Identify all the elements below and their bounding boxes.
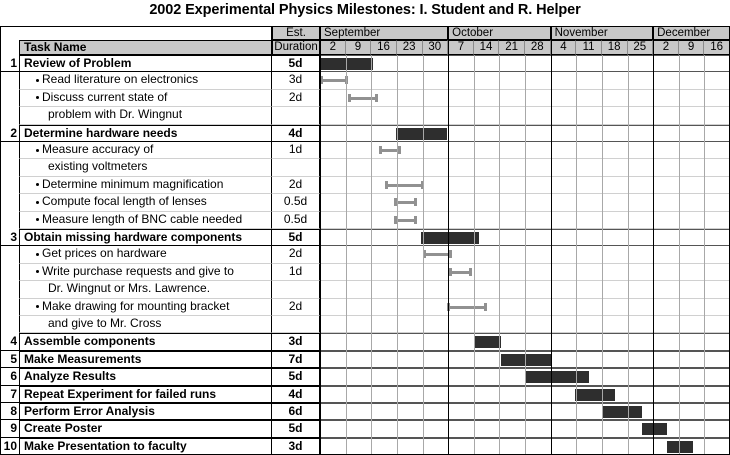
task-name-label: problem with Dr. Wingnut [48,107,183,122]
table-row[interactable] [19,316,730,333]
week-tick-label: 7 [448,40,474,55]
duration-cell: 2d [272,246,320,263]
row-number [0,246,19,263]
timeline-cell [320,386,730,403]
task-name-label: Repeat Experiment for failed runs [24,386,217,401]
duration-cell: 5d [272,55,320,72]
row-number [0,90,19,107]
task-bar[interactable] [385,181,423,189]
week-tick-label: 21 [499,40,525,55]
task-bar-stem [423,253,452,256]
gantt-body [3,55,730,455]
table-row[interactable] [10,55,730,72]
summary-bar[interactable] [321,58,372,70]
summary-bar[interactable] [526,371,589,383]
task-bar-start-cap [320,76,323,84]
task-name-cell[interactable] [19,212,272,229]
row-number [0,142,19,159]
task-name-cell[interactable] [19,229,272,246]
task-name-label: Obtain missing hardware components [24,230,243,244]
task-name-cell[interactable] [19,420,272,437]
week-tick-label: 2 [320,40,346,55]
duration-cell: 2d [272,90,320,107]
bullet-icon [36,305,39,308]
duration-cell: 0.5d [272,194,320,211]
timeline-month-header [19,26,730,40]
task-bar[interactable] [447,303,487,311]
row-number [0,316,19,333]
task-name-label: Measure length of BNC cable needed [42,211,243,226]
table-row[interactable] [10,125,730,142]
task-bar[interactable] [379,146,401,154]
table-row[interactable] [19,212,730,229]
task-bar[interactable] [449,268,472,276]
bullet-icon [36,218,39,221]
task-name-cell[interactable] [19,72,272,89]
week-tick-label: 23 [397,40,423,55]
timeline-cell [320,420,730,437]
column-header-task-name: Task Name [19,40,272,55]
task-name-cell[interactable] [19,316,272,333]
row-number: 1 [0,55,19,72]
task-name-cell[interactable] [19,438,272,455]
column-header-duration: Duration [272,40,320,55]
row-number: 5 [0,351,19,368]
task-bar-stem [348,97,377,100]
duration-cell: 5d [272,368,320,385]
gantt-chart [3,26,730,455]
task-name-label: Analyze Results [24,369,117,384]
week-tick-label: 4 [551,40,577,55]
task-name-cell[interactable] [19,386,272,403]
row-number: 4 [0,333,19,350]
task-bar[interactable] [423,250,452,258]
task-name-label: Write purchase requests and give to [42,263,234,278]
task-bar[interactable] [394,198,417,206]
task-name-label: Get prices on hardware [42,246,167,261]
row-number: 8 [0,403,19,420]
duration-cell: 4d [272,125,320,142]
task-bar-end-cap [469,268,472,276]
task-name-cell[interactable] [19,281,272,298]
duration-cell: 2d [272,299,320,316]
table-row[interactable] [10,333,730,350]
duration-cell: 5d [272,229,320,246]
duration-cell [272,281,320,298]
task-name-label: Make Measurements [24,351,142,366]
task-bar-start-cap [385,181,388,189]
table-row[interactable] [19,194,730,211]
timeline-cell [320,194,730,211]
task-name-label: Read literature on electronics [42,72,199,87]
duration-cell: 0.5d [272,212,320,229]
month-header-october: October [448,26,551,40]
timeline-cell [320,125,730,142]
timeline-cell [320,212,730,229]
summary-bar[interactable] [396,128,447,140]
task-name-label: Make Presentation to faculty [24,438,187,453]
task-bar-stem [385,184,423,187]
row-number [0,299,19,316]
table-row[interactable] [10,351,730,368]
table-row[interactable] [19,142,730,159]
task-bar-end-cap [414,216,417,224]
task-bar-start-cap [348,94,351,102]
timeline-cell [320,281,730,298]
task-bar-end-cap [484,303,487,311]
task-name-cell[interactable] [19,194,272,211]
timeline-cell [320,438,730,455]
duration-cell [272,316,320,333]
task-name-cell[interactable] [19,299,272,316]
timeline-cell [320,264,730,281]
task-name-cell[interactable] [19,351,272,368]
duration-cell: 2d [272,177,320,194]
task-name-label: Make drawing for mounting bracket [42,298,230,313]
task-bar-end-cap [414,198,417,206]
duration-cell: 6d [272,403,320,420]
duration-cell: 1d [272,142,320,159]
timeline-cell [320,107,730,124]
table-row[interactable] [19,264,730,281]
summary-bar[interactable] [575,389,615,401]
row-number: 7 [0,386,19,403]
task-bar[interactable] [348,94,377,102]
task-name-label: Measure accuracy of [42,142,154,156]
task-name-cell[interactable] [19,159,272,176]
timeline-cell [320,229,730,246]
table-row[interactable] [3,438,730,455]
task-name-label: existing voltmeters [48,159,148,174]
column-header-est: Est. [272,26,320,40]
page-title: 2002 Experimental Physics Milestones: I. Student and R. Helper [149,2,581,18]
duration-cell: 3d [272,333,320,350]
timeline-cell [320,368,730,385]
row-number [0,177,19,194]
week-tick-label: 28 [525,40,551,55]
duration-cell [272,107,320,124]
duration-cell: 4d [272,386,320,403]
table-row[interactable] [10,420,730,437]
timeline-cell [320,142,730,159]
table-row[interactable] [10,368,730,385]
task-name-label: Determine minimum magnification [42,176,224,191]
duration-cell: 7d [272,351,320,368]
bullet-icon [36,201,39,204]
summary-bar[interactable] [642,423,668,435]
row-number [0,159,19,176]
summary-bar[interactable] [602,406,642,418]
task-name-label: Create Poster [24,421,103,436]
task-bar-start-cap [394,216,397,224]
table-row[interactable] [10,386,730,403]
summary-bar[interactable] [421,232,479,244]
month-header-december: December [653,26,730,40]
table-row[interactable] [19,107,730,124]
duration-cell: 5d [272,420,320,437]
task-name-label: Review of Problem [24,56,132,70]
bullet-icon [36,79,39,82]
week-tick-label: 9 [346,40,372,55]
row-number: 3 [0,229,19,246]
summary-bar[interactable] [667,441,693,453]
timeline-cell [320,246,730,263]
month-header-september: September [320,26,448,40]
task-bar[interactable] [320,76,348,84]
task-name-label: Discuss current state of [42,89,168,104]
bullet-icon [36,149,39,152]
task-name-cell[interactable] [19,142,272,159]
timeline-cell [320,159,730,176]
task-name-label: Assemble components [24,334,156,349]
duration-cell: 3d [272,438,320,455]
row-number [0,264,19,281]
week-tick-label: 18 [602,40,628,55]
task-name-cell[interactable] [19,90,272,107]
task-bar-start-cap [449,268,452,276]
task-name-cell[interactable] [19,177,272,194]
duration-cell [272,159,320,176]
week-tick-label: 9 [679,40,705,55]
task-name-cell[interactable] [19,403,272,420]
table-row[interactable] [10,229,730,246]
row-number [0,107,19,124]
timeline-cell [320,72,730,89]
table-row[interactable] [19,159,730,176]
bullet-icon [36,183,39,186]
task-name-cell[interactable] [19,55,272,72]
table-row[interactable] [19,281,730,298]
timeline-cell [320,403,730,420]
table-row[interactable] [19,72,730,89]
week-tick-label: 2 [653,40,679,55]
row-number: 9 [0,420,19,437]
row-number [0,194,19,211]
task-name-cell[interactable] [19,107,272,124]
table-row[interactable] [19,246,730,263]
task-bar-end-cap [449,250,452,258]
task-bar-stem [320,79,348,82]
task-bar-stem [447,306,487,309]
timeline-cell [320,351,730,368]
table-row[interactable] [19,299,730,316]
table-row[interactable] [19,177,730,194]
timeline-cell [320,55,730,72]
duration-cell: 3d [272,72,320,89]
week-tick-label: 25 [628,40,654,55]
timeline-cell [320,177,730,194]
header-corner-blank [0,26,19,55]
task-bar-start-cap [447,303,450,311]
bullet-icon [36,96,39,99]
row-number: 6 [0,368,19,385]
task-name-cell[interactable] [19,264,272,281]
task-bar-end-cap [421,181,424,189]
task-bar-start-cap [423,250,426,258]
task-bar-end-cap [398,146,401,154]
task-name-cell[interactable] [19,246,272,263]
duration-cell: 1d [272,264,320,281]
task-name-label: Compute focal length of lenses [42,194,207,209]
timeline-cell [320,90,730,107]
summary-bar[interactable] [501,354,552,366]
week-tick-label: 11 [576,40,602,55]
task-name-cell[interactable] [19,125,272,142]
table-row[interactable] [10,403,730,420]
task-bar[interactable] [394,216,417,224]
week-tick-label: 16 [704,40,730,55]
timeline-cell [320,316,730,333]
task-name-label: Dr. Wingnut or Mrs. Lawrence. [48,281,211,296]
task-bar-end-cap [345,76,348,84]
row-number [0,72,19,89]
task-name-cell[interactable] [19,333,272,350]
task-bar-start-cap [394,198,397,206]
bullet-icon [36,270,39,273]
timeline-cell [320,299,730,316]
summary-bar[interactable] [475,336,501,348]
table-row[interactable] [19,90,730,107]
task-name-label: and give to Mr. Cross [48,316,162,330]
timeline-cell [320,333,730,350]
task-bar-start-cap [379,146,382,154]
bullet-icon [36,253,39,256]
row-number [0,212,19,229]
week-tick-label: 30 [423,40,449,55]
week-tick-label: 16 [371,40,397,55]
month-header-november: November [551,26,654,40]
task-name-cell[interactable] [19,368,272,385]
task-name-label: Determine hardware needs [24,125,178,140]
row-number: 2 [0,125,19,142]
task-name-label: Perform Error Analysis [24,404,155,418]
week-tick-label: 14 [474,40,500,55]
task-bar-end-cap [375,94,378,102]
row-number [0,281,19,298]
row-number: 10 [0,438,19,455]
